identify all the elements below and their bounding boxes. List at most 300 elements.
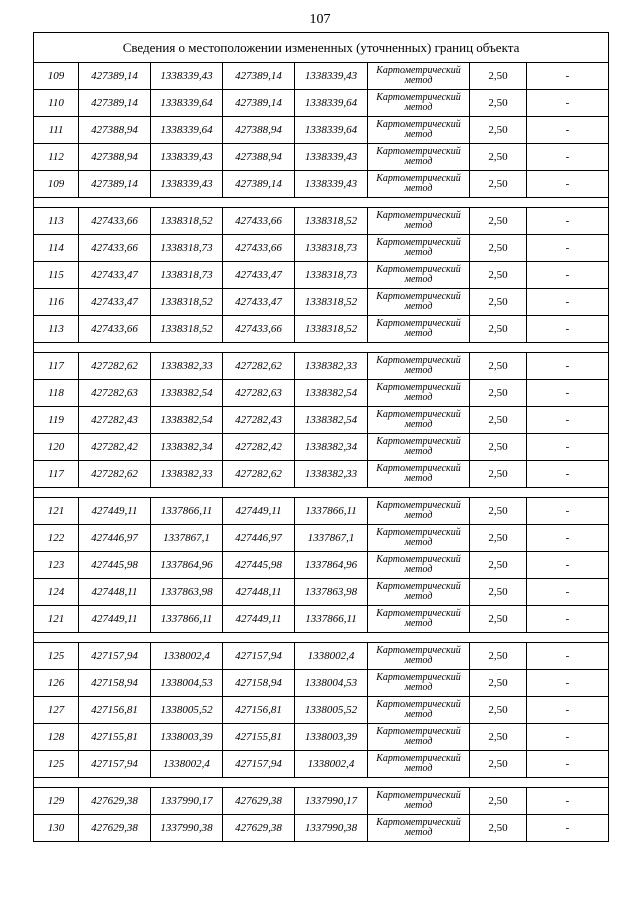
x-existing-cell: 427629,38 bbox=[79, 788, 151, 815]
x-new-cell: 427389,14 bbox=[223, 171, 295, 198]
point-number-cell: 120 bbox=[34, 434, 79, 461]
method-line-1: Картометрический bbox=[376, 237, 461, 248]
point-number-cell: 125 bbox=[34, 643, 79, 670]
x-existing-cell: 427448,11 bbox=[79, 579, 151, 606]
method-line-1: Картометрический bbox=[376, 291, 461, 302]
method-cell bbox=[368, 788, 470, 815]
accuracy-cell: 2,50 bbox=[470, 670, 527, 697]
x-existing-cell: 427433,47 bbox=[79, 262, 151, 289]
x-new-cell: 427445,98 bbox=[223, 552, 295, 579]
accuracy-cell: 2,50 bbox=[470, 525, 527, 552]
description-cell: - bbox=[527, 606, 609, 633]
point-number-cell: 128 bbox=[34, 724, 79, 751]
separator-cell bbox=[34, 343, 609, 353]
x-existing-cell: 427388,94 bbox=[79, 117, 151, 144]
page-number: 107 bbox=[309, 12, 331, 27]
y-existing-cell: 1338382,34 bbox=[151, 434, 223, 461]
point-number-cell: 123 bbox=[34, 552, 79, 579]
y-new-cell: 1337866,11 bbox=[295, 606, 368, 633]
table-row bbox=[34, 262, 609, 289]
y-new-cell: 1338339,64 bbox=[295, 117, 368, 144]
group-separator bbox=[34, 488, 609, 498]
method-line-2: метод bbox=[404, 301, 433, 312]
method-line-1: Картометрический bbox=[376, 173, 461, 184]
method-cell bbox=[368, 697, 470, 724]
y-new-cell: 1338382,54 bbox=[295, 380, 368, 407]
method-line-1: Картометрический bbox=[376, 500, 461, 511]
method-line-1: Картометрический bbox=[376, 527, 461, 538]
table-row bbox=[34, 461, 609, 488]
point-number-cell: 117 bbox=[34, 461, 79, 488]
x-existing-cell: 427282,62 bbox=[79, 353, 151, 380]
point-number-cell: 113 bbox=[34, 208, 79, 235]
method-cell bbox=[368, 579, 470, 606]
x-existing-cell: 427282,42 bbox=[79, 434, 151, 461]
description-cell: - bbox=[527, 171, 609, 198]
method-line-1: Картометрический bbox=[376, 753, 461, 764]
method-line-1: Картометрический bbox=[376, 210, 461, 221]
y-existing-cell: 1338382,54 bbox=[151, 407, 223, 434]
description-cell: - bbox=[527, 670, 609, 697]
x-existing-cell: 427449,11 bbox=[79, 606, 151, 633]
table-row bbox=[34, 751, 609, 778]
y-existing-cell: 1338318,52 bbox=[151, 316, 223, 343]
method-line-2: метод bbox=[404, 763, 433, 774]
method-cell bbox=[368, 643, 470, 670]
method-line-2: метод bbox=[404, 247, 433, 258]
method-line-2: метод bbox=[404, 827, 433, 838]
method-line-2: метод bbox=[404, 510, 433, 521]
x-new-cell: 427157,94 bbox=[223, 751, 295, 778]
y-new-cell: 1338005,52 bbox=[295, 697, 368, 724]
point-number-cell: 117 bbox=[34, 353, 79, 380]
description-cell: - bbox=[527, 788, 609, 815]
method-line-1: Картометрический bbox=[376, 790, 461, 801]
method-line-2: метод bbox=[404, 183, 433, 194]
table-row bbox=[34, 90, 609, 117]
y-new-cell: 1338382,34 bbox=[295, 434, 368, 461]
description-cell: - bbox=[527, 316, 609, 343]
table-row bbox=[34, 525, 609, 552]
x-new-cell: 427388,94 bbox=[223, 144, 295, 171]
y-existing-cell: 1338339,64 bbox=[151, 90, 223, 117]
method-line-1: Картометрический bbox=[376, 409, 461, 420]
y-new-cell: 1338339,43 bbox=[295, 144, 368, 171]
x-new-cell: 427282,62 bbox=[223, 353, 295, 380]
y-new-cell: 1338002,4 bbox=[295, 643, 368, 670]
table-row bbox=[34, 606, 609, 633]
accuracy-cell: 2,50 bbox=[470, 117, 527, 144]
y-new-cell: 1338318,52 bbox=[295, 289, 368, 316]
x-new-cell: 427158,94 bbox=[223, 670, 295, 697]
x-new-cell: 427155,81 bbox=[223, 724, 295, 751]
y-existing-cell: 1337990,38 bbox=[151, 815, 223, 842]
boundary-coordinates-table bbox=[33, 32, 609, 842]
x-existing-cell: 427389,14 bbox=[79, 63, 151, 90]
description-cell: - bbox=[527, 208, 609, 235]
method-cell bbox=[368, 63, 470, 90]
description-cell: - bbox=[527, 434, 609, 461]
x-new-cell: 427629,38 bbox=[223, 788, 295, 815]
separator-cell bbox=[34, 198, 609, 208]
group-separator bbox=[34, 778, 609, 788]
method-line-1: Картометрический bbox=[376, 119, 461, 130]
table-row bbox=[34, 697, 609, 724]
x-existing-cell: 427433,66 bbox=[79, 208, 151, 235]
x-new-cell: 427282,42 bbox=[223, 434, 295, 461]
method-line-1: Картометрический bbox=[376, 608, 461, 619]
y-existing-cell: 1337866,11 bbox=[151, 498, 223, 525]
y-existing-cell: 1338318,73 bbox=[151, 262, 223, 289]
description-cell: - bbox=[527, 643, 609, 670]
y-new-cell: 1337990,38 bbox=[295, 815, 368, 842]
point-number-cell: 112 bbox=[34, 144, 79, 171]
accuracy-cell: 2,50 bbox=[470, 407, 527, 434]
method-line-1: Картометрический bbox=[376, 318, 461, 329]
table-row bbox=[34, 643, 609, 670]
y-existing-cell: 1338318,52 bbox=[151, 208, 223, 235]
y-new-cell: 1337867,1 bbox=[295, 525, 368, 552]
x-new-cell: 427449,11 bbox=[223, 606, 295, 633]
method-cell bbox=[368, 724, 470, 751]
accuracy-cell: 2,50 bbox=[470, 208, 527, 235]
accuracy-cell: 2,50 bbox=[470, 90, 527, 117]
accuracy-cell: 2,50 bbox=[470, 289, 527, 316]
y-existing-cell: 1338002,4 bbox=[151, 751, 223, 778]
accuracy-cell: 2,50 bbox=[470, 380, 527, 407]
x-existing-cell: 427445,98 bbox=[79, 552, 151, 579]
table-row bbox=[34, 788, 609, 815]
x-new-cell: 427433,47 bbox=[223, 289, 295, 316]
method-line-2: метод bbox=[404, 736, 433, 747]
y-existing-cell: 1338318,73 bbox=[151, 235, 223, 262]
description-cell: - bbox=[527, 144, 609, 171]
point-number-cell: 113 bbox=[34, 316, 79, 343]
x-new-cell: 427433,47 bbox=[223, 262, 295, 289]
table-row bbox=[34, 208, 609, 235]
y-existing-cell: 1337867,1 bbox=[151, 525, 223, 552]
table-row bbox=[34, 171, 609, 198]
y-new-cell: 1338339,64 bbox=[295, 90, 368, 117]
method-cell bbox=[368, 407, 470, 434]
description-cell: - bbox=[527, 552, 609, 579]
table-row bbox=[34, 117, 609, 144]
method-cell bbox=[368, 262, 470, 289]
description-cell: - bbox=[527, 498, 609, 525]
y-new-cell: 1338339,43 bbox=[295, 63, 368, 90]
y-new-cell: 1338382,54 bbox=[295, 407, 368, 434]
method-line-2: метод bbox=[404, 800, 433, 811]
x-existing-cell: 427433,47 bbox=[79, 289, 151, 316]
point-number-cell: 119 bbox=[34, 407, 79, 434]
table-title: Сведения о местоположении измененных (уточненных) границ объекта bbox=[34, 33, 609, 63]
method-line-2: метод bbox=[404, 102, 433, 113]
x-existing-cell: 427389,14 bbox=[79, 171, 151, 198]
method-cell bbox=[368, 289, 470, 316]
x-new-cell: 427282,62 bbox=[223, 461, 295, 488]
method-cell bbox=[368, 434, 470, 461]
point-number-cell: 109 bbox=[34, 63, 79, 90]
method-line-1: Картометрический bbox=[376, 463, 461, 474]
method-line-2: метод bbox=[404, 419, 433, 430]
y-new-cell: 1337990,17 bbox=[295, 788, 368, 815]
x-existing-cell: 427157,94 bbox=[79, 751, 151, 778]
y-existing-cell: 1338005,52 bbox=[151, 697, 223, 724]
point-number-cell: 125 bbox=[34, 751, 79, 778]
accuracy-cell: 2,50 bbox=[470, 63, 527, 90]
method-cell bbox=[368, 461, 470, 488]
method-cell bbox=[368, 353, 470, 380]
y-new-cell: 1338318,73 bbox=[295, 262, 368, 289]
x-existing-cell: 427433,66 bbox=[79, 316, 151, 343]
x-new-cell: 427388,94 bbox=[223, 117, 295, 144]
method-line-2: метод bbox=[404, 618, 433, 629]
y-new-cell: 1338003,39 bbox=[295, 724, 368, 751]
y-existing-cell: 1337990,17 bbox=[151, 788, 223, 815]
point-number-cell: 110 bbox=[34, 90, 79, 117]
description-cell: - bbox=[527, 724, 609, 751]
point-number-cell: 126 bbox=[34, 670, 79, 697]
method-line-2: метод bbox=[404, 220, 433, 231]
method-line-1: Картометрический bbox=[376, 355, 461, 366]
x-new-cell: 427389,14 bbox=[223, 63, 295, 90]
y-new-cell: 1337863,98 bbox=[295, 579, 368, 606]
description-cell: - bbox=[527, 407, 609, 434]
table-row bbox=[34, 316, 609, 343]
point-number-cell: 114 bbox=[34, 235, 79, 262]
method-line-1: Картометрический bbox=[376, 382, 461, 393]
x-new-cell: 427433,66 bbox=[223, 235, 295, 262]
description-cell: - bbox=[527, 63, 609, 90]
point-number-cell: 116 bbox=[34, 289, 79, 316]
accuracy-cell: 2,50 bbox=[470, 606, 527, 633]
group-separator bbox=[34, 198, 609, 208]
description-cell: - bbox=[527, 525, 609, 552]
x-existing-cell: 427446,97 bbox=[79, 525, 151, 552]
accuracy-cell: 2,50 bbox=[470, 788, 527, 815]
x-new-cell: 427449,11 bbox=[223, 498, 295, 525]
method-line-2: метод bbox=[404, 75, 433, 86]
table-row bbox=[34, 670, 609, 697]
accuracy-cell: 2,50 bbox=[470, 643, 527, 670]
table-row bbox=[34, 434, 609, 461]
method-cell bbox=[368, 552, 470, 579]
method-line-2: метод bbox=[404, 365, 433, 376]
method-cell bbox=[368, 606, 470, 633]
y-existing-cell: 1338004,53 bbox=[151, 670, 223, 697]
method-line-1: Картометрический bbox=[376, 146, 461, 157]
table-row bbox=[34, 498, 609, 525]
point-number-cell: 109 bbox=[34, 171, 79, 198]
method-cell bbox=[368, 670, 470, 697]
method-line-2: метод bbox=[404, 564, 433, 575]
method-cell bbox=[368, 498, 470, 525]
point-number-cell: 130 bbox=[34, 815, 79, 842]
x-existing-cell: 427389,14 bbox=[79, 90, 151, 117]
description-cell: - bbox=[527, 751, 609, 778]
accuracy-cell: 2,50 bbox=[470, 751, 527, 778]
description-cell: - bbox=[527, 815, 609, 842]
method-cell bbox=[368, 90, 470, 117]
method-cell bbox=[368, 235, 470, 262]
method-line-1: Картометрический bbox=[376, 92, 461, 103]
accuracy-cell: 2,50 bbox=[470, 434, 527, 461]
x-existing-cell: 427433,66 bbox=[79, 235, 151, 262]
accuracy-cell: 2,50 bbox=[470, 353, 527, 380]
method-line-2: метод bbox=[404, 274, 433, 285]
method-line-2: метод bbox=[404, 392, 433, 403]
description-cell: - bbox=[527, 579, 609, 606]
x-new-cell: 427156,81 bbox=[223, 697, 295, 724]
x-new-cell: 427446,97 bbox=[223, 525, 295, 552]
method-cell bbox=[368, 144, 470, 171]
point-number-cell: 127 bbox=[34, 697, 79, 724]
y-existing-cell: 1338002,4 bbox=[151, 643, 223, 670]
method-line-2: метод bbox=[404, 682, 433, 693]
y-new-cell: 1338382,33 bbox=[295, 353, 368, 380]
description-cell: - bbox=[527, 697, 609, 724]
description-cell: - bbox=[527, 380, 609, 407]
accuracy-cell: 2,50 bbox=[470, 552, 527, 579]
x-new-cell: 427433,66 bbox=[223, 208, 295, 235]
point-number-cell: 122 bbox=[34, 525, 79, 552]
x-new-cell: 427282,43 bbox=[223, 407, 295, 434]
method-line-2: метод bbox=[404, 473, 433, 484]
x-existing-cell: 427157,94 bbox=[79, 643, 151, 670]
y-existing-cell: 1338382,33 bbox=[151, 353, 223, 380]
table-row bbox=[34, 407, 609, 434]
table-row bbox=[34, 579, 609, 606]
method-cell bbox=[368, 380, 470, 407]
x-new-cell: 427433,66 bbox=[223, 316, 295, 343]
accuracy-cell: 2,50 bbox=[470, 235, 527, 262]
table-row bbox=[34, 289, 609, 316]
x-existing-cell: 427156,81 bbox=[79, 697, 151, 724]
method-line-2: метод bbox=[404, 537, 433, 548]
y-new-cell: 1337864,96 bbox=[295, 552, 368, 579]
method-line-1: Картометрический bbox=[376, 645, 461, 656]
point-number-cell: 121 bbox=[34, 498, 79, 525]
separator-cell bbox=[34, 488, 609, 498]
y-existing-cell: 1338339,64 bbox=[151, 117, 223, 144]
method-line-1: Картометрический bbox=[376, 554, 461, 565]
method-line-2: метод bbox=[404, 328, 433, 339]
accuracy-cell: 2,50 bbox=[470, 697, 527, 724]
description-cell: - bbox=[527, 262, 609, 289]
accuracy-cell: 2,50 bbox=[470, 461, 527, 488]
y-new-cell: 1338318,73 bbox=[295, 235, 368, 262]
y-existing-cell: 1338339,43 bbox=[151, 171, 223, 198]
method-cell bbox=[368, 751, 470, 778]
accuracy-cell: 2,50 bbox=[470, 498, 527, 525]
method-line-1: Картометрический bbox=[376, 264, 461, 275]
group-separator bbox=[34, 633, 609, 643]
accuracy-cell: 2,50 bbox=[470, 316, 527, 343]
y-new-cell: 1338004,53 bbox=[295, 670, 368, 697]
method-line-2: метод bbox=[404, 129, 433, 140]
separator-cell bbox=[34, 778, 609, 788]
table-row bbox=[34, 552, 609, 579]
method-line-2: метод bbox=[404, 156, 433, 167]
method-line-1: Картометрический bbox=[376, 672, 461, 683]
separator-cell bbox=[34, 633, 609, 643]
table-row bbox=[34, 380, 609, 407]
x-new-cell: 427157,94 bbox=[223, 643, 295, 670]
y-existing-cell: 1338382,54 bbox=[151, 380, 223, 407]
method-cell bbox=[368, 171, 470, 198]
description-cell: - bbox=[527, 90, 609, 117]
method-line-2: метод bbox=[404, 446, 433, 457]
method-cell bbox=[368, 117, 470, 144]
method-line-1: Картометрический bbox=[376, 436, 461, 447]
accuracy-cell: 2,50 bbox=[470, 724, 527, 751]
point-number-cell: 121 bbox=[34, 606, 79, 633]
point-number-cell: 129 bbox=[34, 788, 79, 815]
group-separator bbox=[34, 343, 609, 353]
point-number-cell: 118 bbox=[34, 380, 79, 407]
x-new-cell: 427389,14 bbox=[223, 90, 295, 117]
x-existing-cell: 427158,94 bbox=[79, 670, 151, 697]
accuracy-cell: 2,50 bbox=[470, 815, 527, 842]
x-new-cell: 427282,63 bbox=[223, 380, 295, 407]
description-cell: - bbox=[527, 353, 609, 380]
y-new-cell: 1338002,4 bbox=[295, 751, 368, 778]
method-cell bbox=[368, 208, 470, 235]
accuracy-cell: 2,50 bbox=[470, 579, 527, 606]
table-row bbox=[34, 724, 609, 751]
y-existing-cell: 1337866,11 bbox=[151, 606, 223, 633]
method-cell bbox=[368, 815, 470, 842]
point-number-cell: 124 bbox=[34, 579, 79, 606]
y-existing-cell: 1338003,39 bbox=[151, 724, 223, 751]
y-existing-cell: 1338339,43 bbox=[151, 144, 223, 171]
y-new-cell: 1338318,52 bbox=[295, 316, 368, 343]
method-cell bbox=[368, 525, 470, 552]
method-line-1: Картометрический bbox=[376, 65, 461, 76]
x-existing-cell: 427629,38 bbox=[79, 815, 151, 842]
y-existing-cell: 1337864,96 bbox=[151, 552, 223, 579]
y-new-cell: 1338318,52 bbox=[295, 208, 368, 235]
x-existing-cell: 427155,81 bbox=[79, 724, 151, 751]
description-cell: - bbox=[527, 117, 609, 144]
method-cell bbox=[368, 316, 470, 343]
table-row bbox=[34, 235, 609, 262]
accuracy-cell: 2,50 bbox=[470, 171, 527, 198]
x-new-cell: 427448,11 bbox=[223, 579, 295, 606]
accuracy-cell: 2,50 bbox=[470, 262, 527, 289]
point-number-cell: 115 bbox=[34, 262, 79, 289]
point-number-cell: 111 bbox=[34, 117, 79, 144]
description-cell: - bbox=[527, 289, 609, 316]
x-new-cell: 427629,38 bbox=[223, 815, 295, 842]
method-line-1: Картометрический bbox=[376, 726, 461, 737]
x-existing-cell: 427282,62 bbox=[79, 461, 151, 488]
description-cell: - bbox=[527, 235, 609, 262]
y-existing-cell: 1338382,33 bbox=[151, 461, 223, 488]
accuracy-cell: 2,50 bbox=[470, 144, 527, 171]
x-existing-cell: 427282,43 bbox=[79, 407, 151, 434]
method-line-1: Картометрический bbox=[376, 699, 461, 710]
y-existing-cell: 1338318,52 bbox=[151, 289, 223, 316]
table-row bbox=[34, 815, 609, 842]
x-existing-cell: 427388,94 bbox=[79, 144, 151, 171]
method-line-2: метод bbox=[404, 709, 433, 720]
description-cell: - bbox=[527, 461, 609, 488]
method-line-2: метод bbox=[404, 591, 433, 602]
y-existing-cell: 1337863,98 bbox=[151, 579, 223, 606]
y-new-cell: 1337866,11 bbox=[295, 498, 368, 525]
y-new-cell: 1338339,43 bbox=[295, 171, 368, 198]
